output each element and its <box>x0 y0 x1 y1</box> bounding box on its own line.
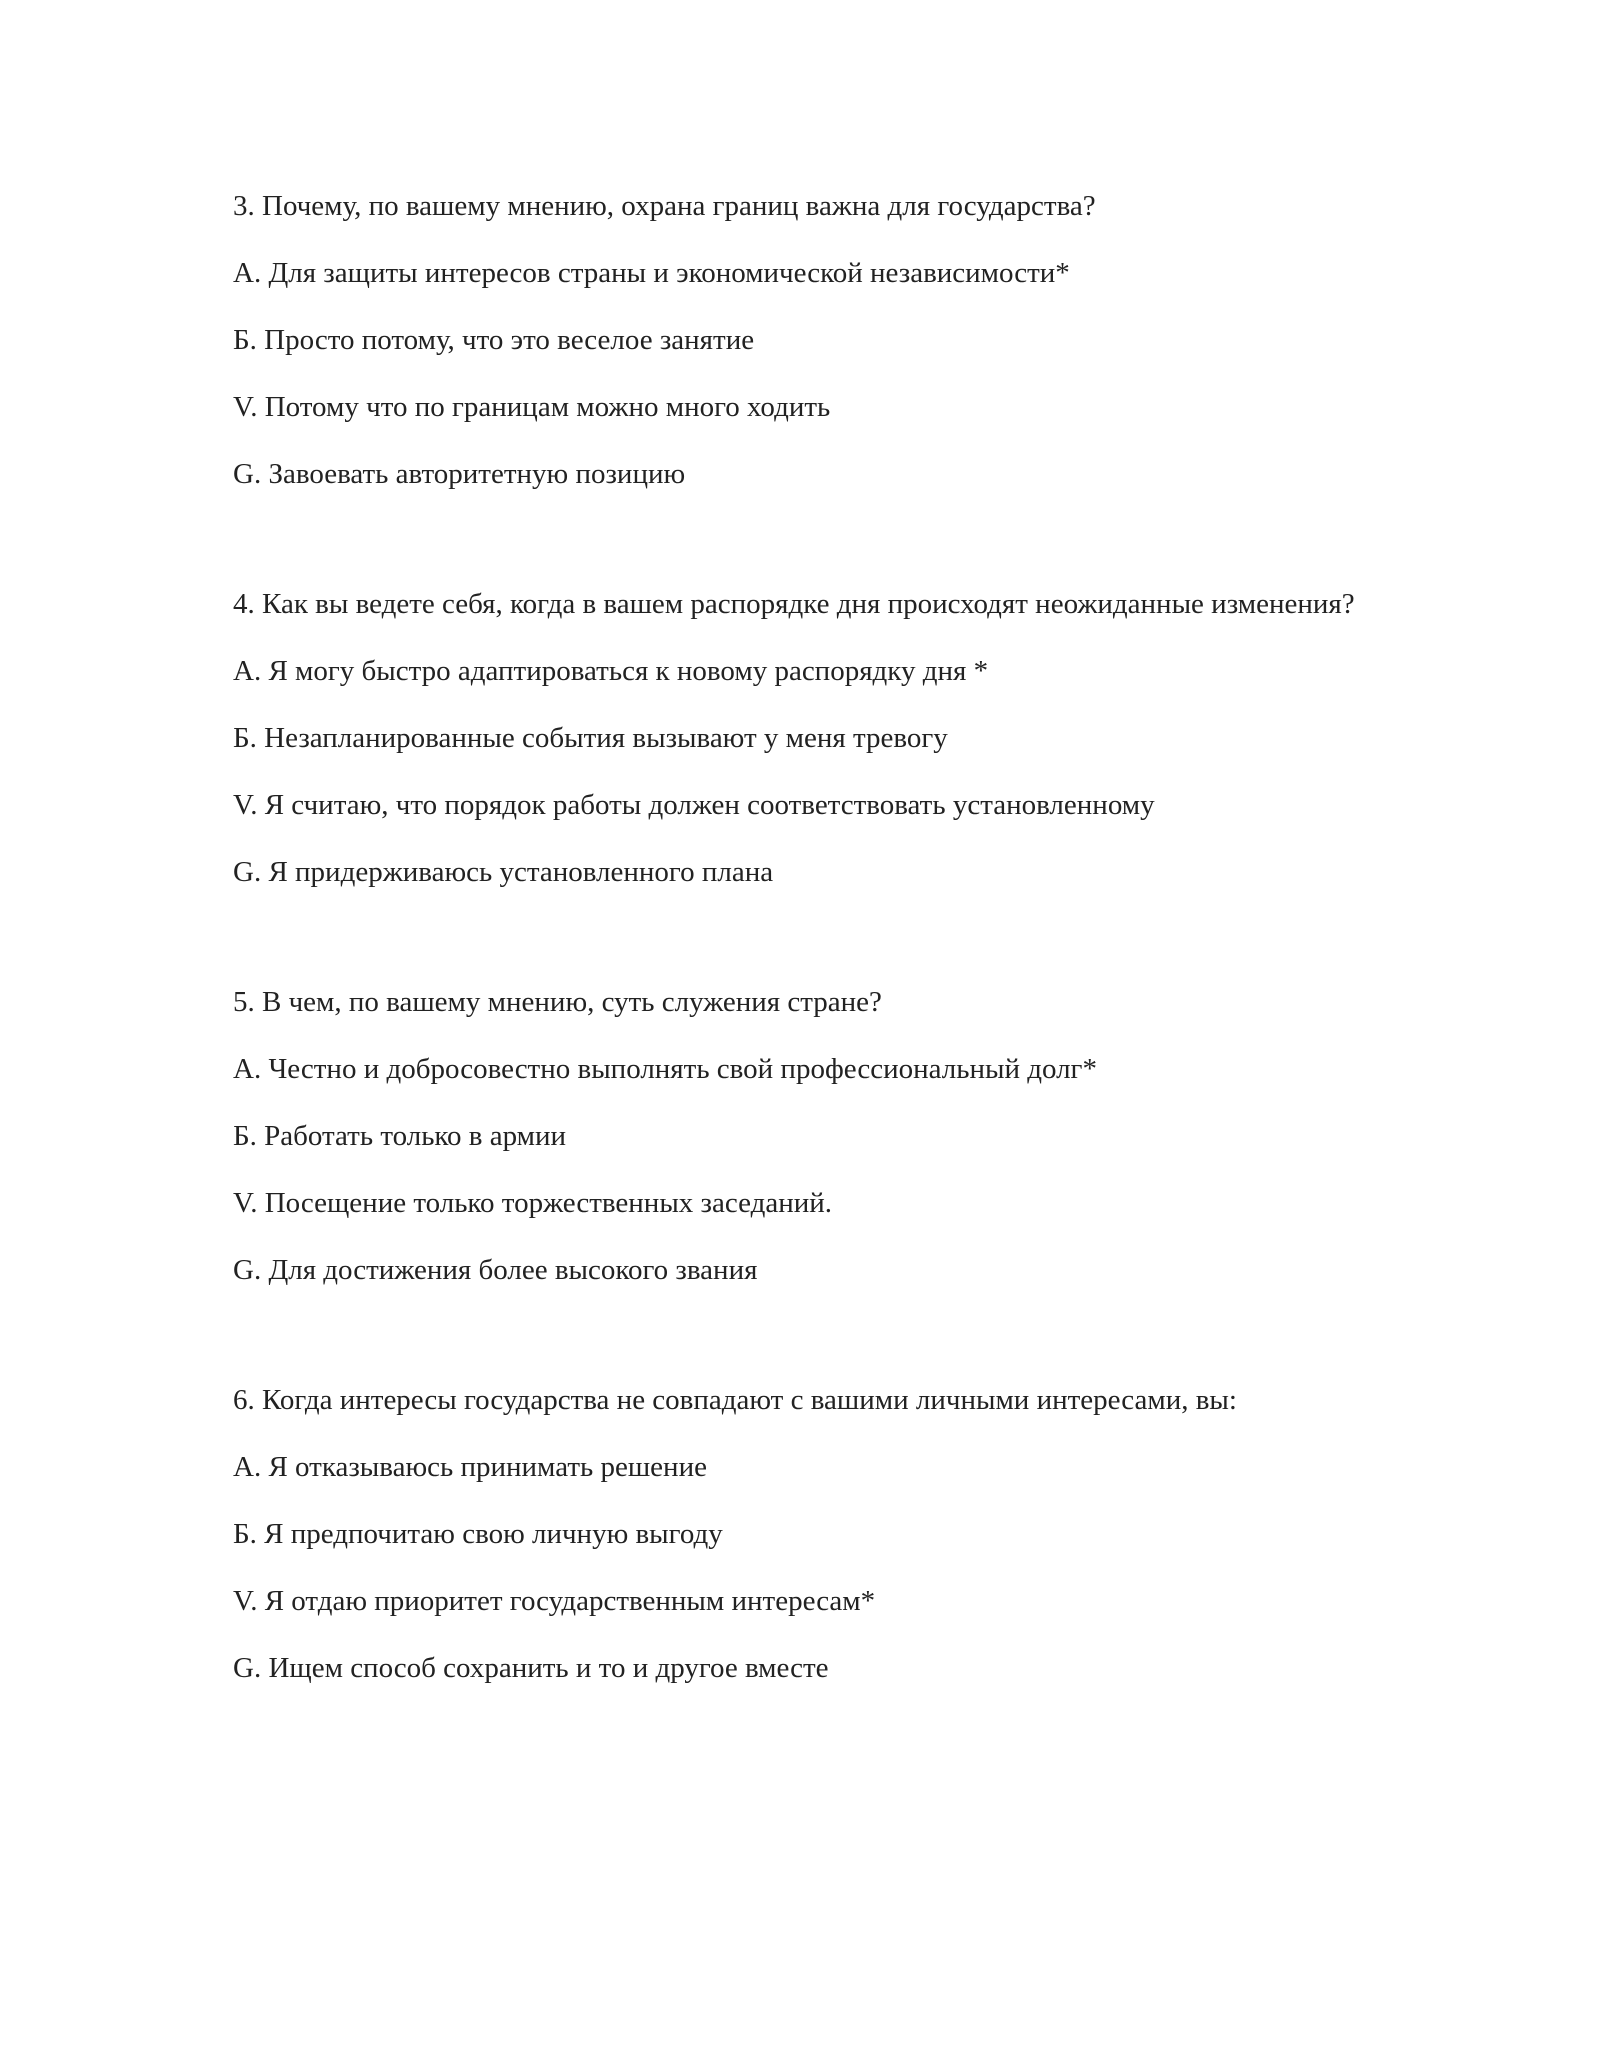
answer-option-a: А. Я могу быстро адаптироваться к новому распорядку дня * <box>233 655 989 687</box>
answer-option-a: А. Честно и добросовестно выполнять свой профессиональный долг* <box>233 1053 1097 1085</box>
answer-option-g: G. Ищем способ сохранить и то и другое вместе <box>233 1652 829 1684</box>
answer-option-a: А. Для защиты интересов страны и экономической независимости* <box>233 257 1070 289</box>
document-page <box>233 186 1363 1688</box>
answer-option-b: Б. Незапланированные события вызывают у меня тревогу <box>233 722 948 754</box>
question-4 <box>233 584 1363 892</box>
answer-option-v: V. Посещение только торжественных заседаний. <box>233 1187 833 1219</box>
question-text: 5. В чем, по вашему мнению, суть служения стране? <box>233 986 882 1018</box>
answer-option-g: G. Для достижения более высокого звания <box>233 1254 758 1286</box>
answer-option-v: V. Я считаю, что порядок работы должен соответствовать установленному <box>233 789 1155 821</box>
answer-option-a: А. Я отказываюсь принимать решение <box>233 1451 707 1483</box>
answer-option-b: Б. Работать только в армии <box>233 1120 567 1152</box>
answer-option-v: V. Я отдаю приоритет государственным интересам* <box>233 1585 876 1617</box>
answer-option-b: Б. Я предпочитаю свою личную выгоду <box>233 1518 723 1550</box>
question-text: 4. Как вы ведете себя, когда в вашем распорядке дня происходят неожиданные изменения? <box>233 588 1355 620</box>
question-3 <box>233 186 1363 494</box>
answer-option-g: G. Завоевать авторитетную позицию <box>233 458 686 490</box>
question-6 <box>233 1380 1363 1688</box>
answer-option-v: V. Потому что по границам можно много ходить <box>233 391 831 423</box>
question-5 <box>233 982 1363 1290</box>
question-text: 6. Когда интересы государства не совпадают с вашими личными интересами, вы: <box>233 1384 1237 1416</box>
answer-option-g: G. Я придерживаюсь установленного плана <box>233 856 774 888</box>
question-text: 3. Почему, по вашему мнению, охрана границ важна для государства? <box>233 190 1096 222</box>
answer-option-b: Б. Просто потому, что это веселое занятие <box>233 324 755 356</box>
